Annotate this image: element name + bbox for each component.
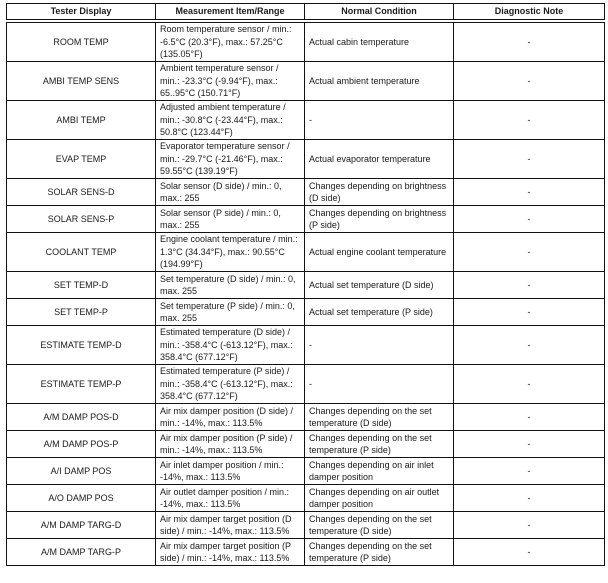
tester-display-cell: A/O DAMP POS [7, 485, 156, 512]
table-row [7, 539, 605, 566]
table-row [7, 458, 605, 485]
data-list-table [6, 3, 605, 566]
normal-condition-cell: - [305, 365, 454, 404]
table-row [7, 140, 605, 179]
diagnostic-note-cell: - [454, 326, 605, 365]
normal-condition-cell: Actual engine coolant temperature [305, 233, 454, 272]
normal-condition-cell: Actual set temperature (P side) [305, 299, 454, 326]
tester-display-cell: COOLANT TEMP [7, 233, 156, 272]
diagnostic-note-cell: - [454, 206, 605, 233]
measurement-range-cell: Estimated temperature (D side) / min.: -358.4°C (-613.12°F), max.: 358.4°C (677.12°F) [156, 326, 305, 365]
normal-condition-cell: - [305, 326, 454, 365]
tester-display-cell: SOLAR SENS-P [7, 206, 156, 233]
tester-display-cell: AMBI TEMP [7, 101, 156, 140]
diagnostic-note-cell: - [454, 404, 605, 431]
diagnostic-note-cell: - [454, 62, 605, 101]
table-row [7, 233, 605, 272]
table-row [7, 299, 605, 326]
measurement-range-cell: Room temperature sensor / min.: -6.5°C (20.3°F), max.: 57.25°C (135.05°F) [156, 21, 305, 62]
normal-condition-cell: Actual ambient temperature [305, 62, 454, 101]
diagnostic-note-cell: - [454, 485, 605, 512]
measurement-range-cell: Air inlet damper position / min.: -14%, max.: 113.5% [156, 458, 305, 485]
measurement-range-cell: Air mix damper target position (P side) / min.: -14%, max.: 113.5% [156, 539, 305, 566]
diagnostic-note-cell: - [454, 365, 605, 404]
diagnostic-note-cell: - [454, 140, 605, 179]
tester-display-cell: A/M DAMP TARG-D [7, 512, 156, 539]
tester-display-cell: A/I DAMP POS [7, 458, 156, 485]
normal-condition-cell: Changes depending on the set temperature (D side) [305, 512, 454, 539]
table-row [7, 326, 605, 365]
table-row [7, 365, 605, 404]
diagnostic-note-cell: - [454, 272, 605, 299]
normal-condition-cell: Changes depending on air inlet damper position [305, 458, 454, 485]
measurement-range-cell: Engine coolant temperature / min.: 1.3°C (34.34°F), max.: 90.55°C (194.99°F) [156, 233, 305, 272]
tester-display-cell: ESTIMATE TEMP-P [7, 365, 156, 404]
diagnostic-note-cell: - [454, 101, 605, 140]
tester-display-cell: A/M DAMP POS-P [7, 431, 156, 458]
diagnostic-note-cell: - [454, 539, 605, 566]
diagnostic-note-cell: - [454, 299, 605, 326]
tester-display-cell: A/M DAMP POS-D [7, 404, 156, 431]
measurement-range-cell: Air mix damper target position (D side) / min.: -14%, max.: 113.5% [156, 512, 305, 539]
normal-condition-cell: Changes depending on the set temperature (P side) [305, 431, 454, 458]
table-row [7, 404, 605, 431]
normal-condition-cell: Changes depending on the set temperature (D side) [305, 404, 454, 431]
table-row [7, 206, 605, 233]
header-row [7, 4, 605, 22]
header-tester-display: Tester Display [7, 4, 156, 22]
diagnostic-note-cell: - [454, 512, 605, 539]
tester-display-cell: ROOM TEMP [7, 21, 156, 62]
measurement-range-cell: Adjusted ambient temperature / min.: -30.8°C (-23.44°F), max.: 50.8°C (123.44°F) [156, 101, 305, 140]
diagnostic-note-cell: - [454, 21, 605, 62]
tester-display-cell: AMBI TEMP SENS [7, 62, 156, 101]
normal-condition-cell: Actual evaporator temperature [305, 140, 454, 179]
tester-display-cell: ESTIMATE TEMP-D [7, 326, 156, 365]
measurement-range-cell: Air mix damper position (D side) / min.: -14%, max.: 113.5% [156, 404, 305, 431]
measurement-range-cell: Air mix damper position (P side) / min.: -14%, max.: 113.5% [156, 431, 305, 458]
header-normal-condition: Normal Condition [305, 4, 454, 22]
diagnostic-note-cell: - [454, 233, 605, 272]
table-row [7, 431, 605, 458]
measurement-range-cell: Solar sensor (P side) / min.: 0, max.: 255 [156, 206, 305, 233]
table-row [7, 179, 605, 206]
diagnostic-note-cell: - [454, 431, 605, 458]
table-row [7, 512, 605, 539]
normal-condition-cell: Changes depending on air outlet damper position [305, 485, 454, 512]
table-row [7, 272, 605, 299]
measurement-range-cell: Estimated temperature (P side) / min.: -358.4°C (-613.12°F), max.: 358.4°C (677.12°F) [156, 365, 305, 404]
table-row [7, 101, 605, 140]
tester-display-cell: SET TEMP-D [7, 272, 156, 299]
normal-condition-cell: Actual set temperature (D side) [305, 272, 454, 299]
measurement-range-cell: Air outlet damper position / min.: -14%, max.: 113.5% [156, 485, 305, 512]
normal-condition-cell: - [305, 101, 454, 140]
measurement-range-cell: Evaporator temperature sensor / min.: -29.7°C (-21.46°F), max.: 59.55°C (139.19°F) [156, 140, 305, 179]
measurement-range-cell: Solar sensor (D side) / min.: 0, max.: 255 [156, 179, 305, 206]
normal-condition-cell: Changes depending on brightness (P side) [305, 206, 454, 233]
header-measurement-item: Measurement Item/Range [156, 4, 305, 22]
diagnostic-note-cell: - [454, 179, 605, 206]
measurement-range-cell: Ambient temperature sensor / min.: -23.3°C (-9.94°F), max.: 65..95°C (150.71°F) [156, 62, 305, 101]
normal-condition-cell: Actual cabin temperature [305, 21, 454, 62]
normal-condition-cell: Changes depending on the set temperature (P side) [305, 539, 454, 566]
normal-condition-cell: Changes depending on brightness (D side) [305, 179, 454, 206]
diagnostic-note-cell: - [454, 458, 605, 485]
tester-display-cell: A/M DAMP TARG-P [7, 539, 156, 566]
tester-display-cell: EVAP TEMP [7, 140, 156, 179]
table-row [7, 21, 605, 62]
table-row [7, 485, 605, 512]
tester-display-cell: SOLAR SENS-D [7, 179, 156, 206]
measurement-range-cell: Set temperature (P side) / min.: 0, max. 255 [156, 299, 305, 326]
table-row [7, 62, 605, 101]
measurement-range-cell: Set temperature (D side) / min.: 0, max. 255 [156, 272, 305, 299]
tester-display-cell: SET TEMP-P [7, 299, 156, 326]
header-diagnostic-note: Diagnostic Note [454, 4, 605, 22]
